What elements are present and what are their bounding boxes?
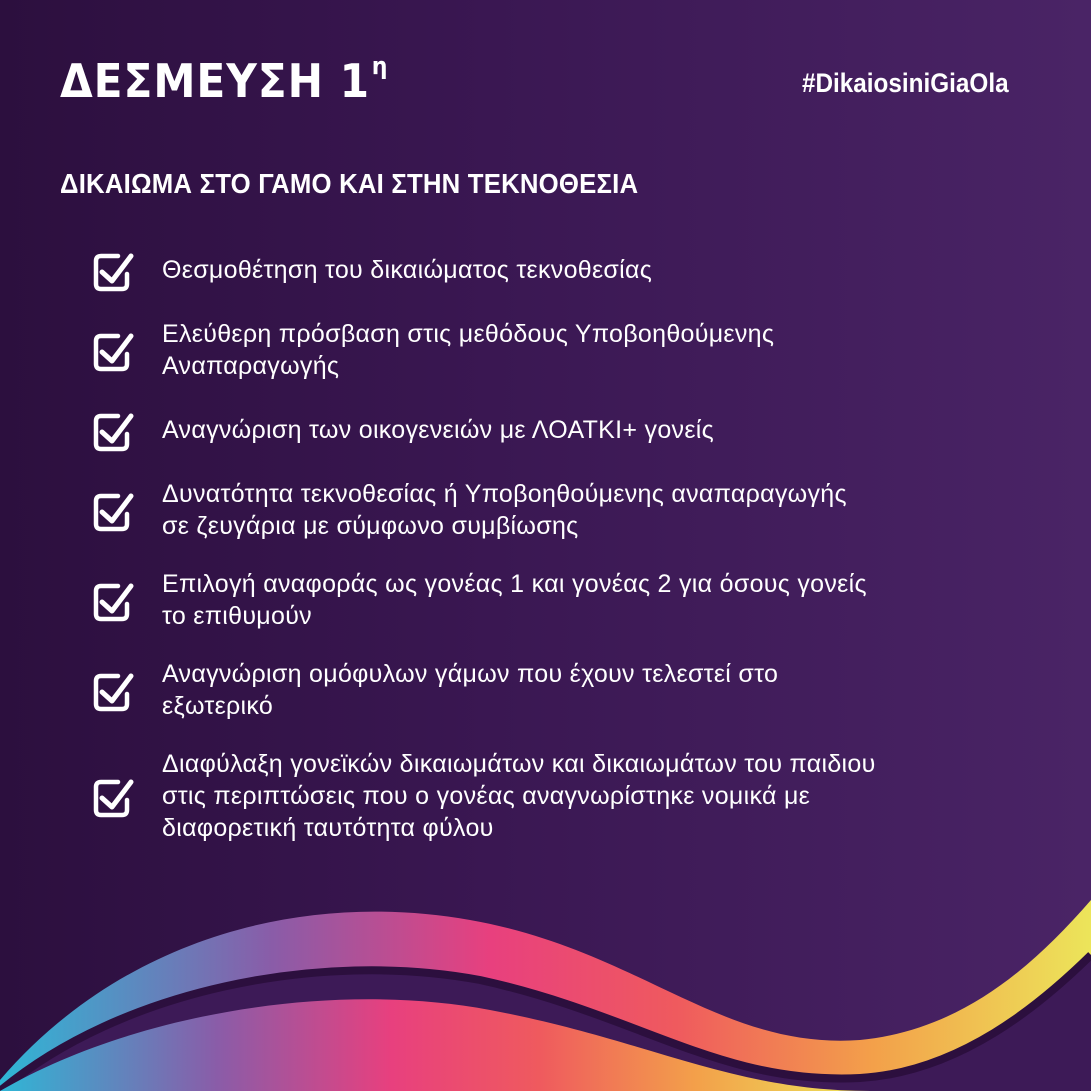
- list-item-line: Αναγνώριση ομόφυλων γάμων που έχουν τελεστεί στο: [162, 660, 779, 688]
- list-item: [92, 318, 992, 382]
- checkbox-checked-icon: [92, 408, 134, 452]
- list-item-text: [162, 414, 714, 446]
- list-item-line: εξωτερικό: [162, 692, 274, 720]
- list-item-text: [162, 318, 774, 382]
- list-item-line: Διαφύλαξη γονεϊκών δικαιωμάτων και δικαιωμάτων του παιδιου: [162, 750, 876, 778]
- list-item-line: σε ζευγάρια με σύμφωνο συμβίωσης: [162, 512, 579, 540]
- list-item-line: στις περιπτώσεις που ο γονέας αναγνωρίστηκε νομικά με: [162, 782, 811, 810]
- list-item-line: διαφορετική ταυτότητα φύλου: [162, 814, 494, 842]
- list-item-line: Αναπαραγωγής: [162, 352, 340, 380]
- list-item: [92, 658, 992, 722]
- list-item: [92, 748, 992, 844]
- checkbox-checked-icon: [92, 488, 134, 532]
- hashtag-label: #DikaiosiniGiaOla: [802, 68, 1009, 98]
- list-item-text: [162, 658, 778, 722]
- checkbox-checked-icon: [92, 668, 134, 712]
- list-item: [92, 568, 992, 632]
- list-item-line: το επιθυμούν: [162, 602, 312, 630]
- list-item-line: Επιλογή αναφοράς ως γονέας 1 και γονέας 2 για όσους γονείς: [162, 570, 867, 598]
- list-item-line: Αναγνώριση των οικογενειών με ΛΟΑΤΚΙ+ γονείς: [162, 416, 714, 444]
- title-text: ΔΕΣΜΕΥΣΗ 1: [60, 54, 370, 108]
- list-item-line: Θεσμοθέτηση του δικαιώματος τεκνοθεσίας: [162, 256, 653, 284]
- commitments-list: [92, 238, 992, 844]
- list-item-line: Ελεύθερη πρόσβαση στις μεθόδους Υποβοηθούμενης: [162, 320, 775, 348]
- checkbox-checked-icon: [92, 328, 134, 372]
- list-item-text: [162, 568, 867, 632]
- checkbox-checked-icon: [92, 774, 134, 818]
- list-item-text: [162, 748, 876, 844]
- list-item-text: [162, 478, 847, 542]
- page-title: [60, 52, 389, 108]
- section-title: ΔΙΚΑΙΩΜΑ ΣΤΟ ΓΑΜΟ ΚΑΙ ΣΤΗΝ ΤΕΚΝΟΘΕΣΙΑ: [60, 168, 639, 199]
- checkbox-checked-icon: [92, 578, 134, 622]
- list-item-line: Δυνατότητα τεκνοθεσίας ή Υποβοηθούμενης αναπαραγωγής: [162, 480, 847, 508]
- list-item: [92, 408, 992, 452]
- list-item-text: [162, 254, 652, 286]
- rainbow-wave-decoration: [0, 880, 1091, 1091]
- title-superscript: η: [371, 52, 389, 80]
- list-item: [92, 478, 992, 542]
- list-item: [92, 248, 992, 292]
- checkbox-checked-icon: [92, 248, 134, 292]
